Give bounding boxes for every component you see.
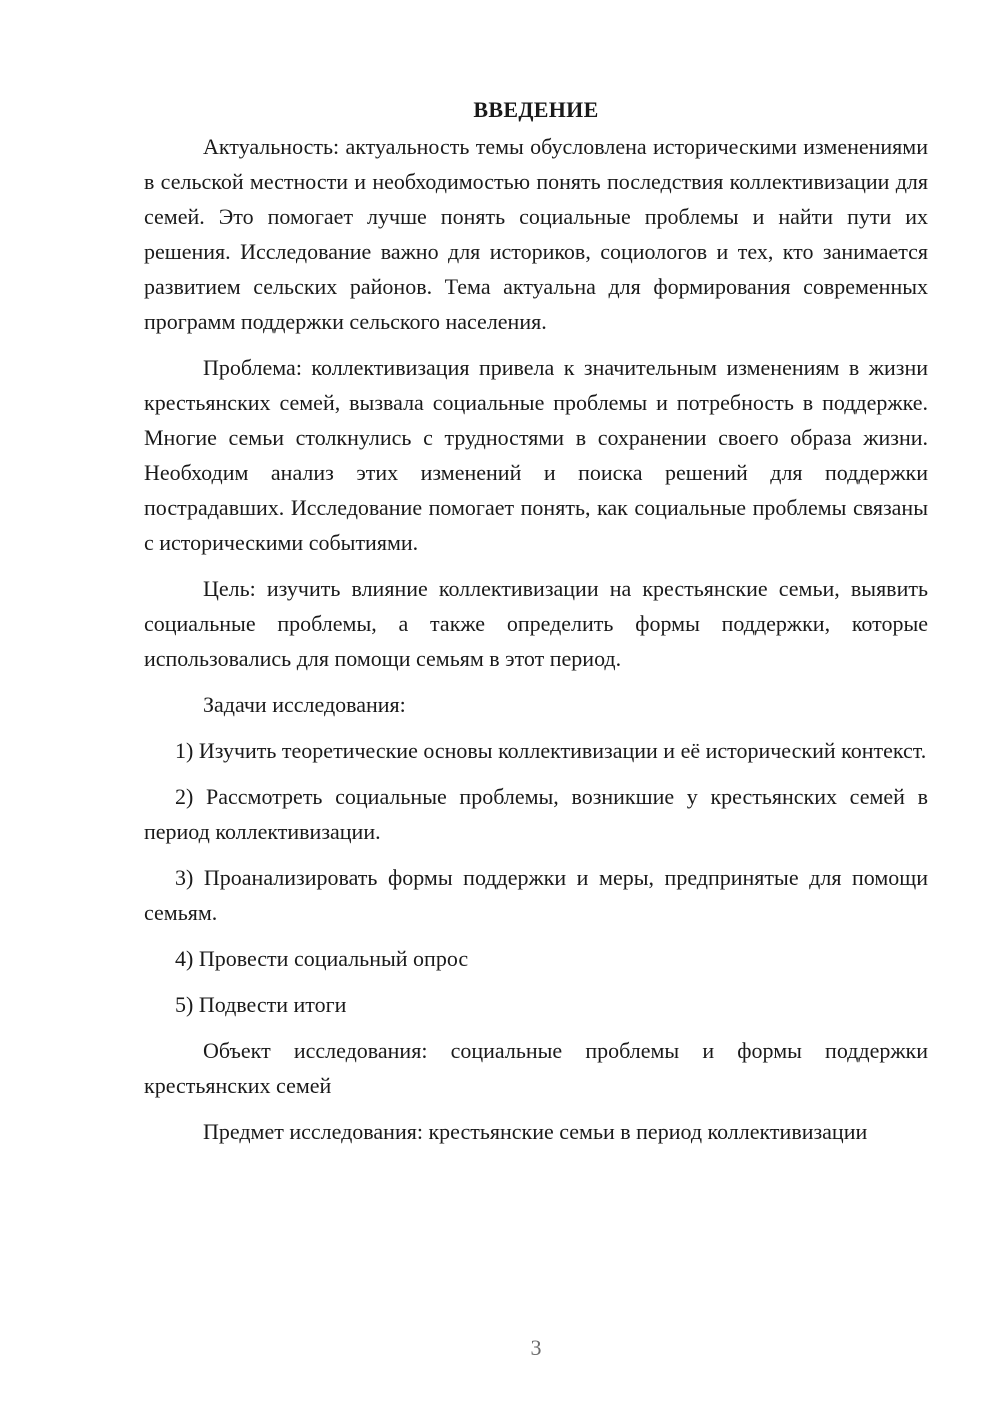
- object-paragraph: Объект исследования: социальные проблемы и формы поддержки крестьянских семей: [144, 1038, 928, 1098]
- section-title: ВВЕДЕНИЕ: [473, 97, 599, 122]
- task-item-4: 4) Провести социальный опрос: [175, 946, 469, 971]
- relevance-paragraph: Актуальность: актуальность темы обусловлена историческими изменениями в сельской местности и необходимостью понять последствия коллективизации для семей. Это помогает лучше понять социальные проблемы и найти пути их решения. Исследование важно для историков, социологов и тех, кто занимается развитием сельских районов. Тема актуальна для формирования современных программ поддержки сельского населения.: [144, 134, 928, 334]
- tasks-heading: Задачи исследования:: [203, 692, 406, 717]
- page-content: [144, 92, 928, 1160]
- task-item-2: 2) Рассмотреть социальные проблемы, возникшие у крестьянских семей в период коллективизации.: [144, 784, 928, 844]
- problem-paragraph: Проблема: коллективизация привела к значительным изменениям в жизни крестьянских семей, вызвала социальные проблемы и потребность в поддержке. Многие семьи столкнулись с трудностями в сохранении своего образа жизни. Необходим анализ этих изменений и поиска решений для поддержки пострадавших. Исследование помогает понять, как социальные проблемы связаны с историческими событиями.: [144, 355, 928, 555]
- task-item-3: 3) Проанализировать формы поддержки и меры, предпринятые для помощи семьям.: [144, 865, 928, 925]
- tasks-list: [144, 733, 928, 1022]
- page-number: 3: [530, 1335, 542, 1360]
- subject-paragraph: Предмет исследования: крестьянские семьи в период коллективизации: [203, 1119, 868, 1144]
- task-item-1: 1) Изучить теоретические основы коллективизации и её исторический контекст.: [175, 738, 927, 763]
- goal-paragraph: Цель: изучить влияние коллективизации на крестьянские семьи, выявить социальные проблемы, а также определить формы поддержки, которые использовались для помощи семьям в этот период.: [144, 576, 928, 671]
- task-item-5: 5) Подвести итоги: [175, 992, 347, 1017]
